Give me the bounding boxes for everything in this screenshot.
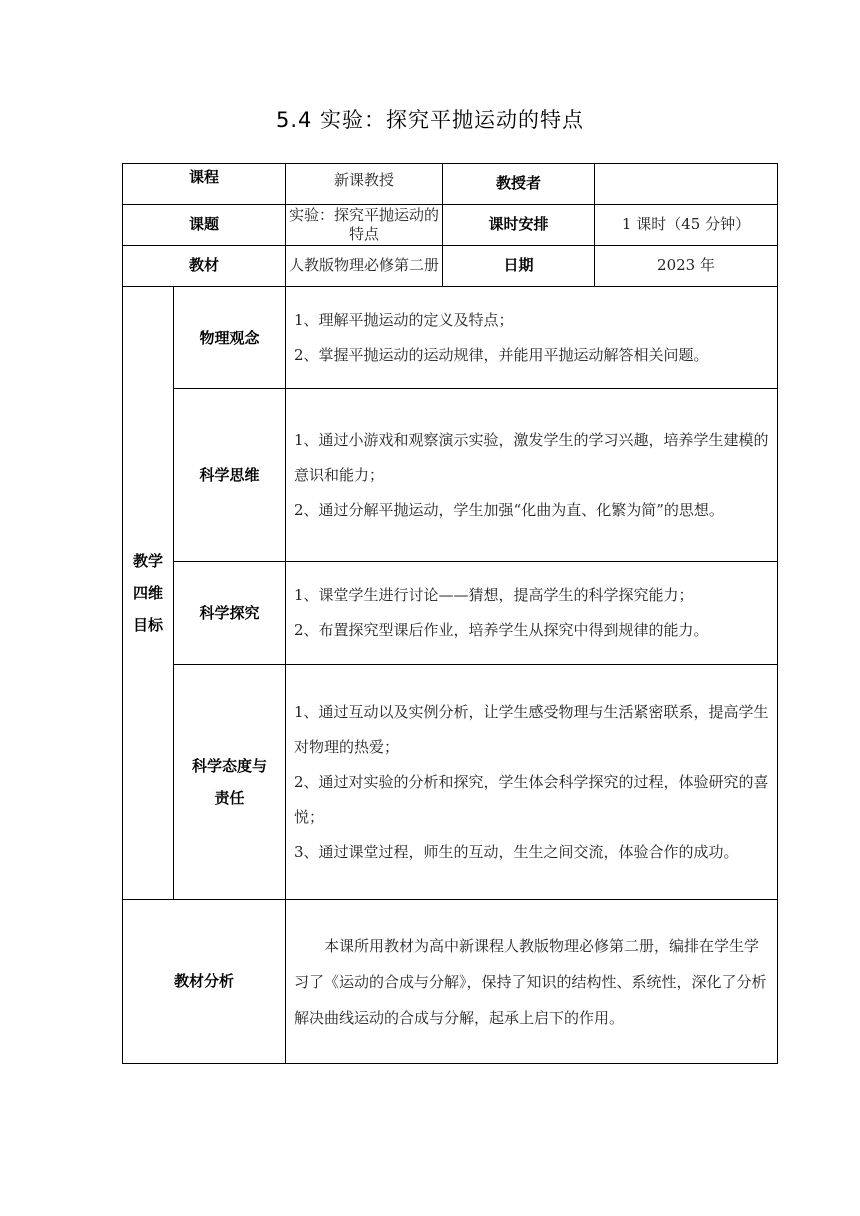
analysis-label: 教材分析 (123, 900, 286, 1064)
analysis-row (123, 900, 778, 1064)
goal-line: 2、掌握平抛运动的运动规律，并能用平抛运动解答相关问题。 (294, 345, 709, 364)
goal-line: 1、通过互动以及实例分析，让学生感受物理与生活紧密联系，提高学生对物理的热爱； (294, 702, 769, 756)
teacher-label: 教授者 (443, 164, 595, 205)
goal-row (123, 389, 778, 562)
goal-line: 1、理解平抛运动的定义及特点； (294, 310, 514, 329)
date-value: 2023 年 (595, 246, 778, 287)
goal-label-line: 物理观念 (199, 328, 260, 347)
goal-row (123, 287, 778, 389)
topic-label: 课题 (123, 205, 286, 246)
goal-body (286, 287, 778, 389)
course-value: 新课教授 (286, 164, 443, 205)
lesson-plan-table (122, 163, 778, 1064)
page-title: 5.4 实验：探究平抛运动的特点 (275, 108, 585, 132)
course-label: 课程 (123, 164, 286, 205)
goals-group-label-line: 教学 (132, 552, 163, 570)
goal-label-line: 责任 (214, 789, 245, 807)
goal-row (123, 562, 778, 665)
goal-label (174, 562, 286, 665)
goal-row (123, 665, 778, 900)
goal-label-line: 科学态度与 (192, 757, 268, 775)
teacher-value (595, 164, 778, 205)
goals-group-label-line: 目标 (132, 616, 163, 634)
goals-group-label (123, 287, 174, 900)
goal-label (174, 389, 286, 562)
analysis-text: 本课所用教材为高中新课程人教版物理必修第二册，编排在学生学习了《运动的合成与分解》，保持了知识的结构性、系统性，深化了分析解决曲线运动的合成与分解，起承上启下的作用。 (294, 936, 767, 1027)
info-row-course (123, 164, 778, 205)
goal-line: 2、通过对实验的分析和探究，学生体会科学探究的过程，体验研究的喜悦； (294, 772, 769, 826)
date-label: 日期 (443, 246, 595, 287)
info-row-textbook (123, 246, 778, 287)
goal-body (286, 665, 778, 900)
goals-group-label-line: 四维 (132, 584, 163, 602)
schedule-label: 课时安排 (443, 205, 595, 246)
info-row-topic (123, 205, 778, 246)
goal-line: 2、通过分解平抛运动，学生加强“化曲为直、化繁为简”的思想。 (294, 500, 724, 519)
goal-label (174, 287, 286, 389)
goal-label-line: 科学思维 (199, 466, 260, 484)
goal-line: 3、通过课堂过程，师生的互动，生生之间交流，体验合作的成功。 (294, 842, 739, 861)
goal-label-line: 科学探究 (199, 604, 260, 622)
topic-value: 实验：探究平抛运动的特点 (286, 205, 443, 246)
textbook-value: 人教版物理必修第二册 (286, 246, 443, 287)
analysis-body (286, 900, 778, 1064)
goal-line: 2、布置探究型课后作业，培养学生从探究中得到规律的能力。 (294, 621, 709, 639)
textbook-label: 教材 (123, 246, 286, 287)
goal-label (174, 665, 286, 900)
goal-line: 1、通过小游戏和观察演示实验，激发学生的学习兴趣，培养学生建模的意识和能力； (294, 430, 769, 484)
goal-body (286, 389, 778, 562)
goal-line: 1、课堂学生进行讨论——猜想，提高学生的科学探究能力； (294, 586, 694, 604)
goal-body (286, 562, 778, 665)
schedule-value: 1 课时（45 分钟） (595, 205, 778, 246)
